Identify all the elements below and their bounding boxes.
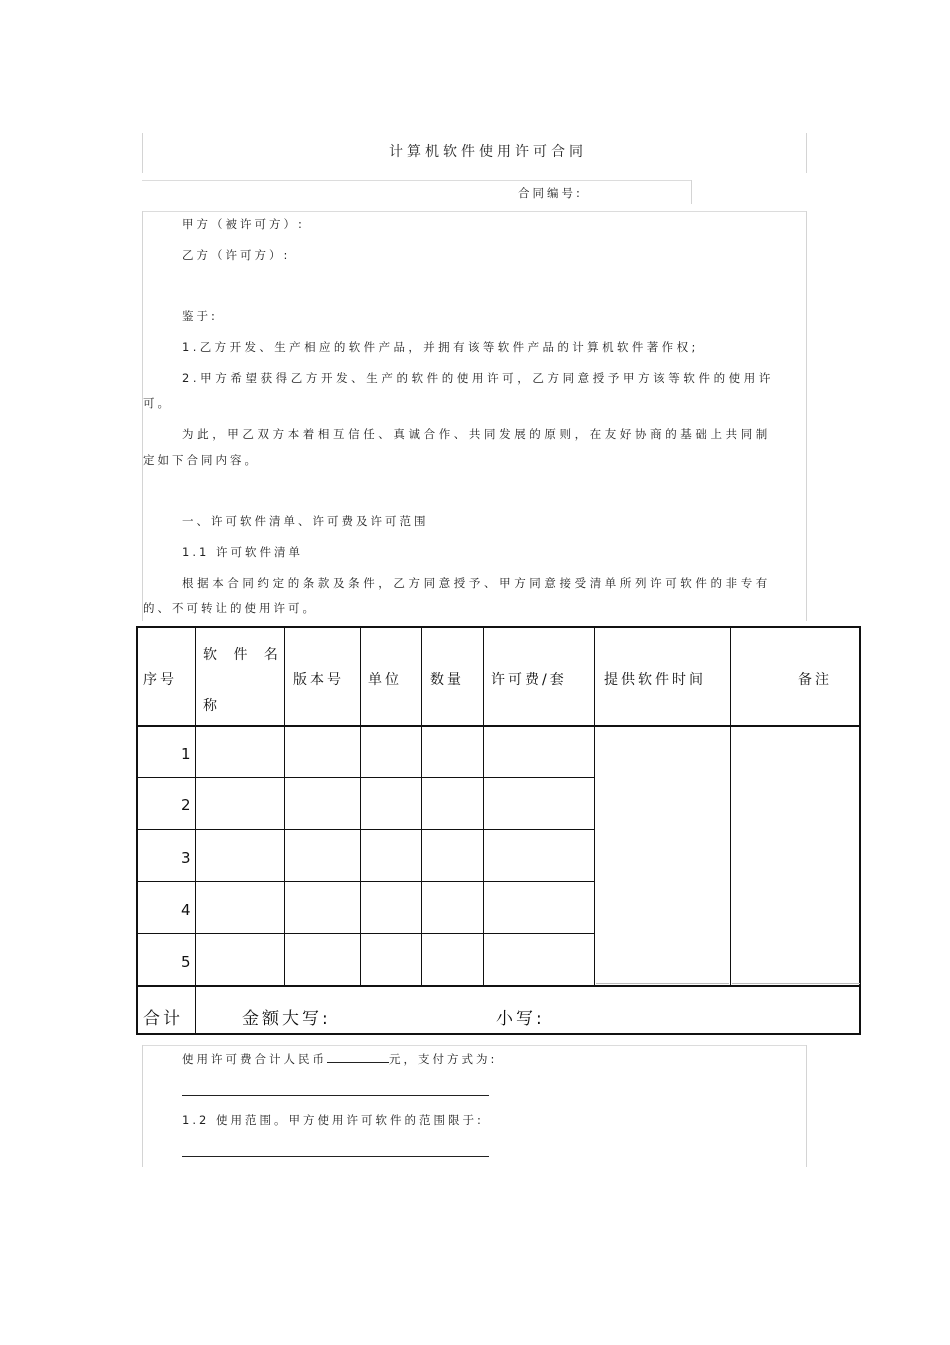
party-a-label: 甲方（被许可方）: xyxy=(182,217,305,231)
fee-total-sentence xyxy=(182,1051,497,1067)
contract-number-label: 合同编号: xyxy=(518,186,583,200)
header-version: 版本号 xyxy=(293,672,344,688)
frame-line xyxy=(142,1045,143,1167)
frame-line xyxy=(142,1045,806,1046)
header-quantity: 数量 xyxy=(430,672,464,688)
frame-line xyxy=(142,180,692,181)
table-row-line xyxy=(137,829,595,830)
fee-amount-blank xyxy=(327,1052,389,1063)
row-number: 5 xyxy=(181,953,191,971)
row-number: 2 xyxy=(181,796,191,814)
row-number: 4 xyxy=(181,901,191,919)
therefore-paragraph: 为此，甲乙双方本着相互信任、真诚合作、共同发展的原则，在友好协商的基础上共同制 xyxy=(182,427,771,441)
section-1-heading: 一、许可软件清单、许可费及许可范围 xyxy=(182,514,429,528)
frame-line xyxy=(142,211,143,621)
header-seq: 序号 xyxy=(143,672,177,688)
frame-line xyxy=(806,133,807,173)
header-remark: 备注 xyxy=(798,672,832,688)
grant-paragraph: 根据本合同约定的条款及条件，乙方同意授予、甲方同意接受清单所列许可软件的非专有 xyxy=(182,576,771,590)
frame-line xyxy=(691,180,692,204)
grant-paragraph-cont: 的、不可转让的使用许可。 xyxy=(143,601,317,615)
section-1-2-heading: 1.2 使用范围。甲方使用许可软件的范围限于: xyxy=(182,1113,484,1127)
row-number: 1 xyxy=(181,745,191,763)
header-license-fee: 许可费/套 xyxy=(491,672,567,688)
header-software-name: 软 件 名 xyxy=(203,647,284,663)
table-faint-line xyxy=(596,983,729,984)
row-number: 3 xyxy=(181,849,191,867)
table-header-line xyxy=(137,725,860,727)
header-software-name-cont: 称 xyxy=(203,698,220,714)
whereas-label: 鉴于: xyxy=(182,309,218,323)
header-unit: 单位 xyxy=(368,672,402,688)
therefore-paragraph-cont: 定如下合同内容。 xyxy=(143,453,259,467)
recital-clause-1: 1.乙方开发、生产相应的软件产品，并拥有该等软件产品的计算机软件著作权; xyxy=(182,340,699,354)
fee-total-prefix: 使用许可费合计人民币 xyxy=(182,1052,327,1066)
table-total-line xyxy=(137,985,860,987)
frame-line xyxy=(806,1045,807,1167)
frame-line xyxy=(142,133,143,173)
table-row-line xyxy=(137,933,595,934)
section-1-1-heading: 1.1 许可软件清单 xyxy=(182,545,303,559)
amount-in-figures-label: 小写: xyxy=(496,1009,545,1029)
header-delivery-time: 提供软件时间 xyxy=(604,672,706,688)
total-label: 合计 xyxy=(143,1009,183,1029)
party-b-label: 乙方（许可方）: xyxy=(182,248,291,262)
fee-total-suffix: 元，支付方式为: xyxy=(389,1052,498,1066)
table-row-line xyxy=(137,777,595,778)
table-row-line xyxy=(137,881,595,882)
frame-line xyxy=(142,211,806,212)
usage-scope-blank xyxy=(182,1156,489,1157)
table-col-line xyxy=(195,986,196,1034)
frame-line xyxy=(806,211,807,621)
document-title: 计算机软件使用许可合同 xyxy=(389,144,587,160)
recital-clause-2-cont: 可。 xyxy=(143,396,172,410)
payment-method-blank xyxy=(182,1095,489,1096)
recital-clause-2: 2.甲方希望获得乙方开发、生产的软件的使用许可，乙方同意授予甲方该等软件的使用许 xyxy=(182,371,774,385)
table-faint-line xyxy=(732,983,860,984)
table-col-line xyxy=(730,627,731,987)
amount-in-words-label: 金额大写: xyxy=(242,1009,331,1029)
